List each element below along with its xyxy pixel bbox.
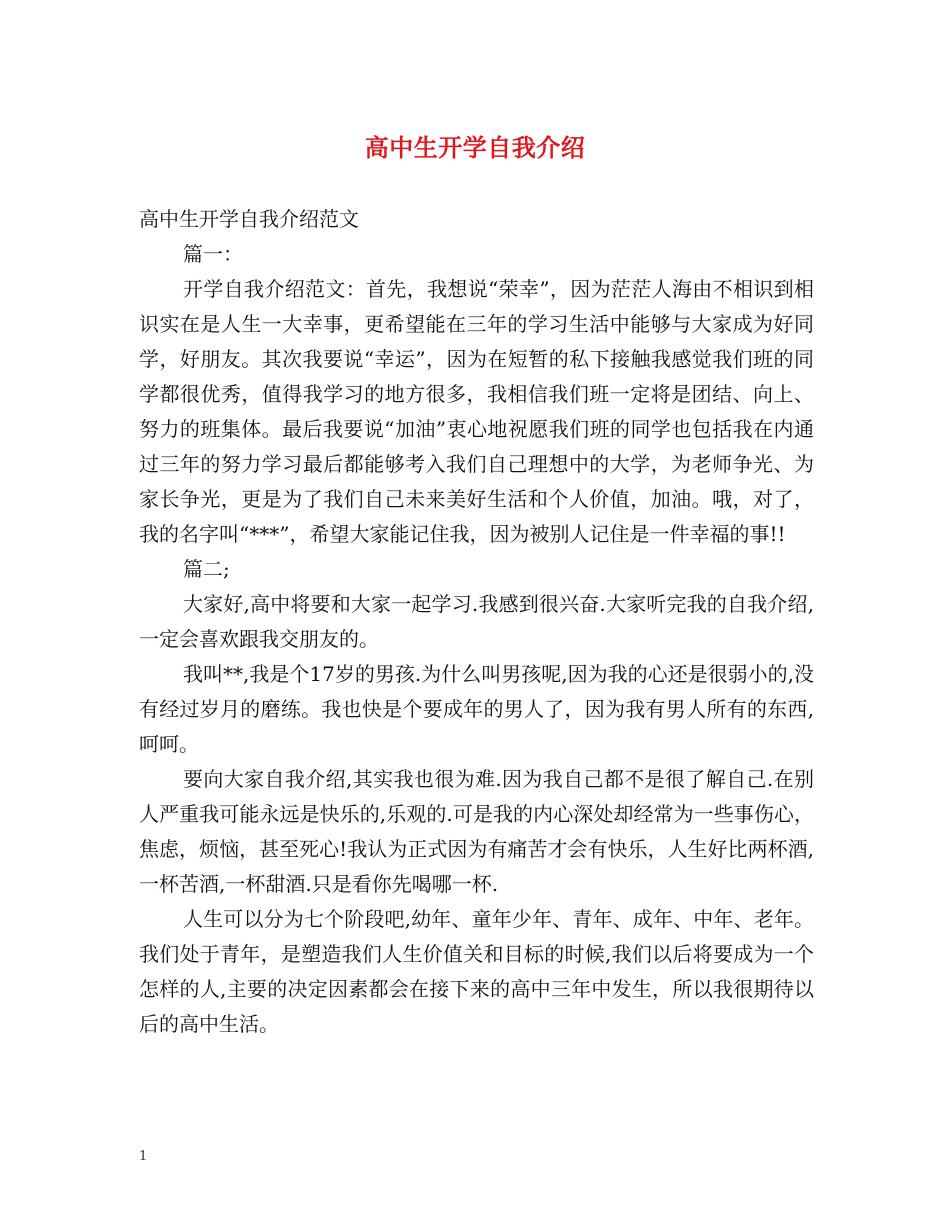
paragraph-4: 要向大家自我介绍,其实我也很为难.因为我自己都不是很了解自己.在别人严重我可能永远是快乐的,乐观的.可是我的内心深处却经常为一些事伤心，焦虑，烦恼，甚至死心!我认为正式因为有痛苦才会有快乐，人生好比两杯酒,一杯苦酒,一杯甜酒.只是看你先喝哪一杯. (139, 767, 814, 896)
paragraph-3: 我叫**,我是个17岁的男孩.为什么叫男孩呢,因为我的心还是很弱小的,没有经过岁月的磨练。我也快是个要成年的男人了，因为我有男人所有的东西,呵呵。 (139, 662, 814, 756)
document-title: 高中生开学自我介绍 (364, 133, 586, 162)
paragraph-1: 开学自我介绍范文：首先，我想说“荣幸”，因为茫茫人海由不相识到相识实在是人生一大幸事，更希望能在三年的学习生活中能够与大家成为好同学，好朋友。其次我要说“幸运”，因为在短暂的私下接触我感觉我们班的同学都很优秀，值得我学习的地方很多，我相信我们班一定将是团结、向上、努力的班集体。最后我要说“加油”衷心地祝愿我们班的同学也包括我在内通过三年的努力学习最后都能够考入我们自己理想中的大学，为老师争光、为家长争光，更是为了我们自己未来美好生活和个人价值，加油。哦，对了，我的名字叫“***”，希望大家能记住我，因为被别人记住是一件幸福的事!! (139, 277, 814, 546)
document-body (139, 202, 814, 1042)
paragraph-5: 人生可以分为七个阶段吧,幼年、童年少年、青年、成年、中年、老年。我们处于青年，是塑造我们人生价值关和目标的时候,我们以后将要成为一个怎样的人,主要的决定因素都会在接下来的高中三年中发生，所以我很期待以后的高中生活。 (139, 907, 814, 1036)
section-heading-2: 篇二; (183, 557, 230, 581)
section-heading-1: 篇一： (183, 242, 243, 266)
page-number: 1 (139, 1149, 148, 1164)
paragraph-2: 大家好,高中将要和大家一起学习.我感到很兴奋.大家听完我的自我介绍,一定会喜欢跟我交朋友的。 (139, 592, 814, 651)
document-subtitle: 高中生开学自我介绍范文 (139, 207, 359, 231)
